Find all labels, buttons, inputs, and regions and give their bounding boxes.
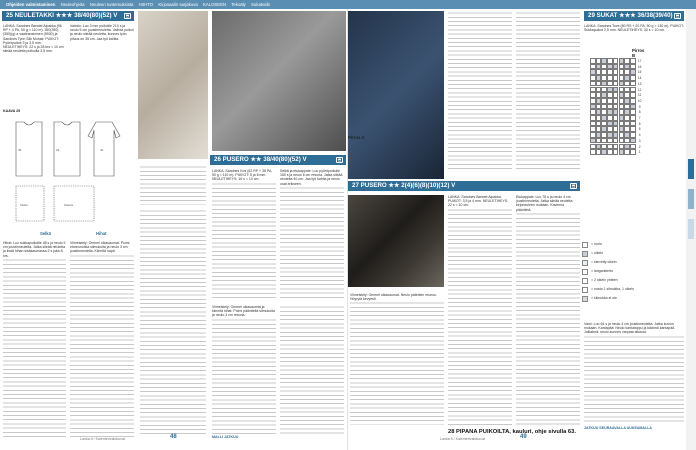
chart-row-number: 9 (638, 104, 641, 109)
legend-row (582, 260, 652, 266)
legend-swatch (582, 242, 588, 248)
camera-icon: ⬒ (337, 158, 342, 162)
svg-text:23: 23 (56, 148, 60, 152)
model-photo (348, 11, 444, 179)
model-photo (138, 11, 208, 159)
topbar-item[interactable]: KALOSEEN (202, 2, 227, 7)
chart-row-number: 4 (638, 133, 641, 138)
chart-row-number: 8 (638, 110, 641, 115)
chart-row-number: 12 (637, 87, 642, 92)
chart-row-number: 16 (637, 64, 642, 69)
svg-text:42: 42 (100, 148, 104, 152)
pattern-paragraph: Selkä ja etukappale: Luo pyöröpuikolle 160 s ja neulo 6 cm resoria. Jatka sileää neuletta 40 cm. Jaa työ kahtia ja neulo osat erikseen. (280, 169, 343, 186)
footer-credit: Lanka.fi / Kalenterivalokuvat (440, 437, 485, 441)
pattern-paragraph: Vartalo: Luo 3 mm puikoille 210 s ja neulo 5 cm joustinneuletta. Vaihda puikot ja neulo sileää neuletta, kunnes työn pituus on 35 cm. Jaa työ kahtia. (70, 24, 134, 41)
topbar-item[interactable]: Tekoäly (231, 2, 246, 7)
topbar-item[interactable]: Neuleohjeita (60, 2, 85, 7)
legend-row (582, 251, 652, 257)
legend-label: = nosta 1 silmukka, 1 oikein (591, 287, 635, 291)
left-page (0, 9, 348, 441)
page-number: 49 (520, 434, 527, 440)
side-tab[interactable] (688, 219, 694, 239)
pattern-text (140, 165, 206, 205)
svg-text:Kaulus: Kaulus (64, 203, 74, 207)
topbar (0, 0, 696, 9)
pattern-paragraph: LANKA: Sandnes Børstet Alpakka. PUIKOT: 3,5 ja 4 mm. NEULETIHEYS: 22 s = 10 cm. (448, 195, 509, 208)
text-continuation (448, 11, 512, 171)
legend-label: = silmukka ei ole (591, 296, 617, 300)
section-title: 25 NEULETAKKI ★★★ 38/40(80)(52) V (6, 12, 118, 19)
pattern-paragraph: Viimeistely: Ommel olkasaumat ja kiinnitä hihat. Poimi pääntieltä silmukoita ja neulo 3 cm resoria. (212, 305, 275, 318)
legend-swatch (582, 260, 588, 266)
continuation-note: JATKUU SEURAAVALLA AUKEAMALLA (584, 426, 653, 430)
chart-row-number: 11 (637, 93, 642, 98)
model-photo (212, 11, 346, 151)
pattern-text (448, 195, 512, 425)
side-tab-strip (686, 9, 696, 450)
schematic-caption: Selkä (40, 231, 51, 236)
text-continuation (70, 254, 134, 437)
legend-swatch (582, 251, 588, 257)
pattern-text (140, 209, 206, 437)
topbar-item[interactable]: Ohjeiden valmistaminen (6, 2, 56, 7)
chart-row-number: 1 (638, 150, 641, 155)
text-continuation (140, 165, 206, 205)
pattern-text (516, 195, 580, 425)
cross-reference: 28 PIPANA PUIKOILTA, kauluri, ohje sivulla 63. (448, 429, 576, 435)
pattern-text (280, 305, 344, 435)
section-header-26 (210, 155, 346, 165)
pattern-text (350, 293, 444, 425)
chart-row-number: 13 (637, 81, 642, 86)
chart-row-number: 15 (637, 70, 642, 75)
text-continuation (516, 212, 580, 425)
text-continuation (140, 209, 206, 437)
pattern-paragraph: Varsi: Luo 64 s ja neulo 3 cm joustinneuletta. Jatka kuvion mukaan. (584, 322, 674, 331)
chart-row-number: 2 (638, 144, 641, 149)
text-continuation (516, 11, 580, 171)
chart-row-number: 17 (637, 59, 642, 63)
chart-cell (630, 149, 636, 155)
svg-text:Tasku: Tasku (20, 203, 28, 207)
continuation-note: MALLI JATKUU (212, 435, 239, 439)
chart-row-number: 14 (637, 76, 642, 81)
text-continuation (212, 182, 276, 299)
chart-row-number: 7 (638, 116, 641, 120)
side-tab[interactable] (688, 189, 694, 209)
legend-row (582, 242, 652, 248)
pattern-text (212, 169, 276, 299)
text-continuation (280, 186, 344, 299)
svg-text:46: 46 (18, 148, 22, 152)
pattern-paragraph: Viimeistely: Ommel olkasaumat. Neulo pääntien reunus. Höyrytä kevyesti. (350, 293, 437, 302)
legend-label: = kierretty oikein (591, 260, 617, 264)
pattern-paragraph: Hihat: Luo sukkapuikoille 48 s ja neulo 5 cm joustinneuletta. Jatka sileää neuletta ja lisää hihan sisäsaumassa 2 s joka 8. krs. (3, 241, 66, 258)
legend-label: = nurin (591, 242, 602, 246)
camera-icon: ⬒ (571, 184, 576, 188)
section-header-27 (348, 181, 580, 191)
pattern-text (3, 241, 66, 437)
text-continuation (584, 335, 684, 422)
camera-icon: ⬒ (675, 14, 680, 18)
pattern-paragraph: LANKA: Sandnes Kos (62 RP + 38 PA, 50 g = 110 m). PUIKOT: 5 ja 6 mm. NEULETIHEYS: 16 s = 10 cm. (212, 169, 273, 182)
legend-row (582, 296, 652, 302)
legend-label: = langankierto (591, 269, 614, 273)
legend-row (582, 269, 652, 275)
chart-row-number: 6 (638, 121, 641, 126)
topbar-item[interactable]: Sukatvalit (251, 2, 270, 7)
section-title: 29 SUKAT ★★★ 36/38(39/40) (588, 12, 673, 19)
section-header-29 (584, 11, 684, 21)
section-title: 27 PUSERO ★★ 2(4)(6)(8)(10)(12) V (352, 182, 456, 189)
pattern-paragraph: Viimeistely: Ommel olkasaumat. Poimi etureunoista silmukoita ja neulo 3 cm joustinneuletta. Kiinnitä napit. (70, 241, 130, 254)
chart-legend (582, 242, 652, 305)
pattern-text (70, 24, 134, 96)
chart-title: Pirros B (632, 48, 645, 58)
schematic-caption: Hihat (96, 231, 107, 236)
schematic-label: KAAVA 25 (3, 109, 21, 113)
chart-title: Pirros A (348, 135, 365, 140)
text-continuation (350, 301, 444, 425)
pattern-text (3, 24, 66, 96)
pattern-text (448, 11, 512, 171)
model-photo (348, 195, 444, 287)
pattern-text (584, 322, 684, 422)
section-title: 26 PUSERO ★★ 38/40(80)(52) V (214, 156, 307, 163)
legend-label: = oikein (591, 251, 604, 255)
topbar-item[interactable]: Neuleen tuntemuksista (89, 2, 134, 7)
page-number: 48 (170, 434, 177, 440)
pattern-text (516, 11, 580, 171)
text-continuation (212, 318, 276, 435)
text-continuation (448, 208, 512, 425)
chart-row-number: 10 (637, 98, 642, 103)
pattern-text (70, 241, 134, 437)
pattern-paragraph: Kantapää: Neulo kantalappu ja käännä kantapää. Jalkaterä: neulo kunnes varpaat alkavat. (584, 326, 676, 335)
legend-swatch (582, 287, 588, 293)
legend-label: = 2 oikein yhteen (591, 278, 618, 282)
pattern-text (212, 305, 276, 435)
garment-schematic (4, 116, 134, 228)
pattern-paragraph: Etukappale: Luo 78 s ja neulo 4 cm joustinneuletta. Jatka sileää neuletta kirjoneuleen mukaan. Kavenna pääntietä. (516, 195, 573, 212)
section-header-25 (2, 11, 134, 21)
legend-swatch (582, 278, 588, 284)
text-continuation (280, 305, 344, 435)
chart-row-number: 5 (638, 127, 641, 132)
pattern-text (280, 169, 344, 299)
pattern-paragraph: LANKA: Sandnes Tove (80 RS + 20 PA, 50 g = 130 m). PUIKOT: Sukkapuikot 2,5 mm. NEULETIHEYS: 30 s = 10 cm. (584, 24, 684, 33)
pattern-paragraph: LANKA: Sandnes Børstet Alpakka (96 RP + 4 PA, 50 g = 110 m): 350(350)(350)(g) a vaaleansininen (5930) ja Sandnes Tynn Silk Mohair. PUIKOT: Pyöröpuikot 3 ja 3,5 mm. NEULETIHEYS: 22 s ja 28 krs = 10 cm sileää neuletta puikoilla 3,5 mm. (3, 24, 64, 54)
camera-icon: ⬒ (125, 14, 130, 18)
legend-swatch (582, 269, 588, 275)
legend-swatch (582, 296, 588, 302)
footer-credit: Lanka.fi / Kalenterivalokuvat (80, 437, 125, 441)
topbar-item[interactable]: HIIHTO (138, 2, 154, 7)
text-continuation (3, 258, 66, 437)
chart-row-number: 3 (638, 138, 641, 143)
side-tab[interactable] (688, 159, 694, 179)
legend-row (582, 278, 652, 284)
legend-row (582, 287, 652, 293)
topbar-item[interactable]: Kirjosaalin sarjakuva (158, 2, 198, 7)
